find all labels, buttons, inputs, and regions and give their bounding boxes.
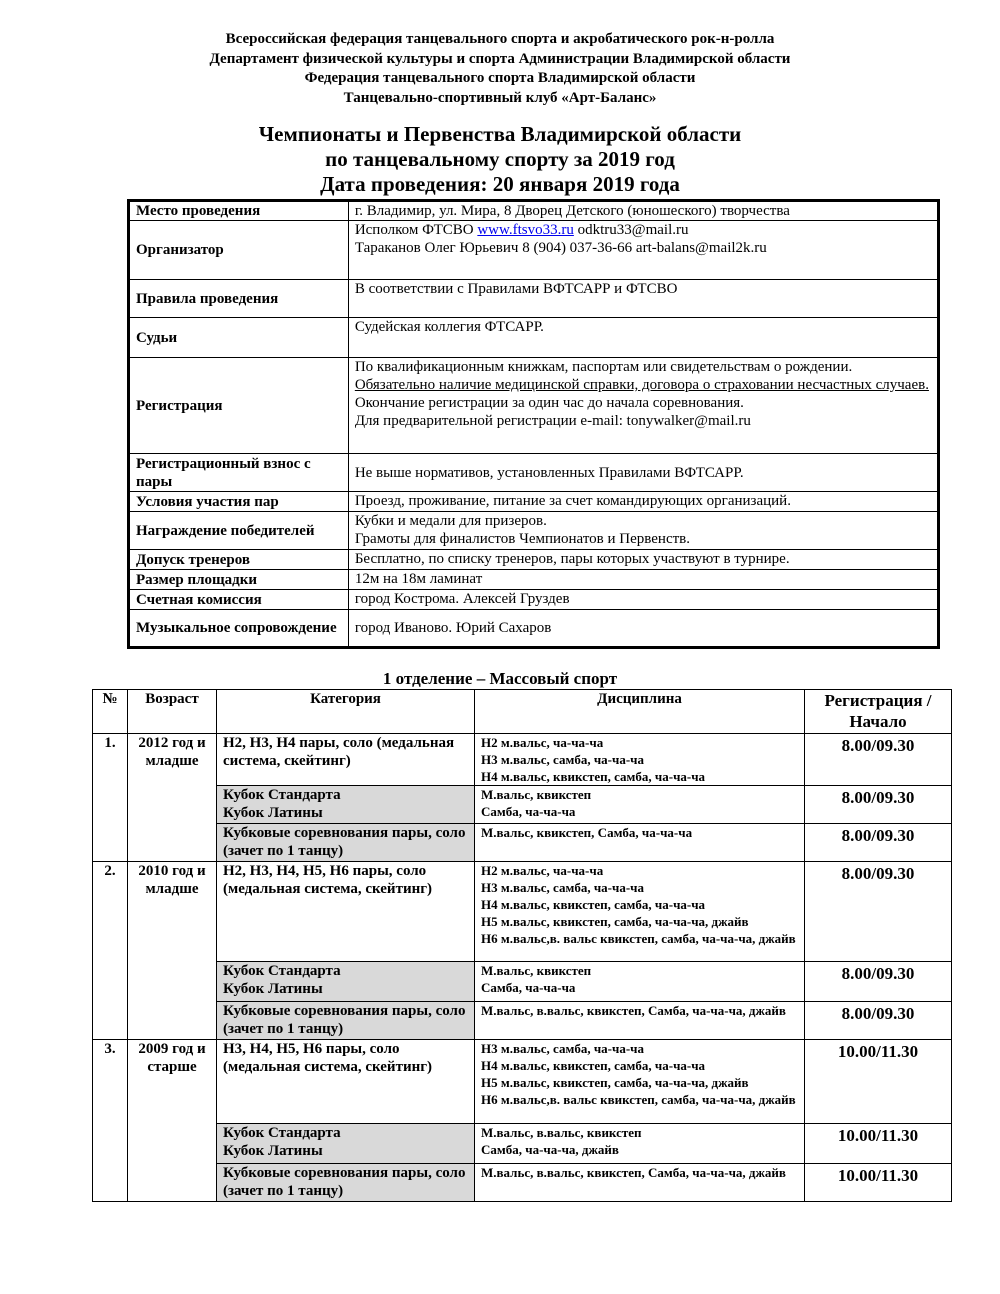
- info-label: Место проведения: [129, 201, 349, 221]
- discipline-line: Н3 м.вальс, самба, ча-ча-ча: [481, 752, 644, 767]
- category-cell: Кубковые соревнования пары, соло (зачет по 1 танцу): [217, 1002, 475, 1040]
- group-number: 2.: [93, 862, 128, 1040]
- table-row: [93, 734, 952, 786]
- registration-line: По квалификационным книжкам, паспортам или свидетельствам о рождении.: [354, 359, 853, 375]
- info-value: 12м на 18м ламинат: [348, 570, 938, 590]
- group-age: 2010 год и младше: [128, 862, 217, 1040]
- schedule-header-row: [93, 690, 952, 734]
- discipline-line: Н2 м.вальс, ча-ча-ча: [481, 863, 604, 878]
- info-row-coaches: [129, 550, 939, 570]
- discipline-cell: [475, 862, 805, 962]
- info-label: Счетная комиссия: [129, 590, 349, 610]
- group-number: 1.: [93, 734, 128, 862]
- info-row-fee: [129, 454, 939, 492]
- org-line-3: Федерация танцевального спорта Владимирской области: [304, 70, 696, 86]
- discipline-cell: [475, 1164, 805, 1202]
- header-age: Возраст: [128, 690, 217, 734]
- time-cell: 8.00/09.30: [805, 786, 952, 824]
- group-age: 2009 год и старше: [128, 1040, 217, 1202]
- info-label: Регистрация: [129, 358, 349, 454]
- group-age: 2012 год и младше: [128, 734, 217, 862]
- discipline-line: М.вальс, квикстеп, Самба, ча-ча-ча: [481, 825, 693, 840]
- info-label: Условия участия пар: [129, 492, 349, 512]
- category-cell: Кубковые соревнования пары, соло (зачет по 1 танцу): [217, 1164, 475, 1202]
- table-row: [93, 1002, 952, 1040]
- table-row: [93, 1040, 952, 1124]
- info-value: город Кострома. Алексей Груздев: [348, 590, 938, 610]
- info-label: Судьи: [129, 318, 349, 358]
- header-num: №: [93, 690, 128, 734]
- header-category: Категория: [217, 690, 475, 734]
- category-cell: Кубок Стандарта Кубок Латины: [217, 1124, 475, 1164]
- awards-line: Кубки и медали для призеров.: [354, 513, 547, 529]
- schedule-body: [93, 734, 952, 1202]
- registration-line-required: Обязательно наличие медицинской справки, договора о страховании несчастных случаев.: [354, 377, 929, 393]
- info-row-counting: [129, 590, 939, 610]
- info-label: Награждение победителей: [129, 512, 349, 550]
- info-value: Судейская коллегия ФТСАРР.: [348, 318, 938, 358]
- time-cell: 8.00/09.30: [805, 862, 952, 962]
- info-value: Бесплатно, по списку тренеров, пары которых участвуют в турнире.: [348, 550, 938, 570]
- discipline-line: Н6 м.вальс,в. вальс квикстеп, самба, ча-ча-ча, джайв: [481, 931, 796, 946]
- discipline-line: М.вальс, в.вальс, квикстеп, Самба, ча-ча-ча, джайв: [481, 1003, 786, 1018]
- awards-line: Грамоты для финалистов Чемпионатов и Первенств.: [354, 531, 690, 547]
- table-row: [93, 962, 952, 1002]
- header-registration: Регистрация / Начало: [805, 690, 952, 734]
- discipline-line: Н3 м.вальс, самба, ча-ча-ча: [481, 880, 644, 895]
- document-title: [0, 122, 1000, 197]
- title-line-2: по танцевальному спорту за 2019 год: [325, 147, 675, 171]
- discipline-line: Н4 м.вальс, квикстеп, самба, ча-ча-ча: [481, 1058, 706, 1073]
- discipline-line: Н4 м.вальс, квикстеп, самба, ча-ча-ча: [481, 769, 706, 784]
- organizer-email: odktru33@mail.ru: [573, 222, 689, 238]
- info-row-organizer: [129, 221, 939, 280]
- info-value: [348, 358, 938, 454]
- table-row: [93, 786, 952, 824]
- category-cell: Н2, Н3, Н4, Н5, Н6 пары, соло (медальная система, скейтинг): [217, 862, 475, 962]
- discipline-cell: [475, 824, 805, 862]
- discipline-line: М.вальс, в.вальс, квикстеп, Самба, ча-ча-ча, джайв: [481, 1165, 786, 1180]
- category-cell: Н2, Н3, Н4 пары, соло (медальная система, скейтинг): [217, 734, 475, 786]
- organizers-header: [0, 30, 1000, 108]
- discipline-line: Самба, ча-ча-ча, джайв: [481, 1142, 619, 1157]
- info-row-awards: [129, 512, 939, 550]
- table-row: [93, 862, 952, 962]
- header-discipline: Дисциплина: [475, 690, 805, 734]
- category-cell: Кубковые соревнования пары, соло (зачет по 1 танцу): [217, 824, 475, 862]
- discipline-cell: [475, 734, 805, 786]
- info-value: Проезд, проживание, питание за счет командирующих организаций.: [348, 492, 938, 512]
- info-value: Не выше нормативов, установленных Правилами ВФТСАРР.: [348, 454, 938, 492]
- discipline-cell: [475, 786, 805, 824]
- discipline-line: М.вальс, квикстеп: [481, 963, 592, 978]
- info-value: [348, 221, 938, 280]
- schedule-table: [92, 689, 952, 1202]
- table-row: [93, 1164, 952, 1202]
- discipline-line: Н5 м.вальс, квикстеп, самба, ча-ча-ча, джайв: [481, 914, 749, 929]
- info-row-judges: [129, 318, 939, 358]
- discipline-line: Н3 м.вальс, самба, ча-ча-ча: [481, 1041, 644, 1056]
- discipline-cell: [475, 1124, 805, 1164]
- title-line-1: Чемпионаты и Первенства Владимирской области: [258, 122, 742, 146]
- info-value: В соответствии с Правилами ВФТСАРР и ФТСВО: [348, 280, 938, 318]
- info-row-registration: [129, 358, 939, 454]
- title-line-3: Дата проведения: 20 января 2019 года: [320, 172, 680, 196]
- org-line-1: Всероссийская федерация танцевального спорта и акробатического рок-н-ролла: [225, 31, 775, 47]
- table-row: [93, 1124, 952, 1164]
- info-row-conditions: [129, 492, 939, 512]
- info-label: Музыкальное сопровождение: [129, 610, 349, 648]
- discipline-line: Н6 м.вальс,в. вальс квикстеп, самба, ча-ча-ча, джайв: [481, 1092, 796, 1107]
- info-label: Регистрационный взнос с пары: [129, 454, 349, 492]
- time-cell: 10.00/11.30: [805, 1040, 952, 1124]
- section-title: 1 отделение – Массовый спорт: [382, 669, 618, 688]
- org-line-4: Танцевально-спортивный клуб «Арт-Баланс»: [343, 89, 657, 106]
- info-value: город Иваново. Юрий Сахаров: [348, 610, 938, 648]
- info-row-floor: [129, 570, 939, 590]
- discipline-cell: [475, 962, 805, 1002]
- category-cell: Н3, Н4, Н5, Н6 пары, соло (медальная система, скейтинг): [217, 1040, 475, 1124]
- discipline-cell: [475, 1040, 805, 1124]
- discipline-line: М.вальс, квикстеп: [481, 787, 592, 802]
- time-cell: 10.00/11.30: [805, 1164, 952, 1202]
- table-row: [93, 824, 952, 862]
- info-row-music: [129, 610, 939, 648]
- discipline-line: Н4 м.вальс, квикстеп, самба, ча-ча-ча: [481, 897, 706, 912]
- info-row-venue: [129, 201, 939, 221]
- info-row-rules: [129, 280, 939, 318]
- time-cell: 8.00/09.30: [805, 824, 952, 862]
- registration-line: Для предварительной регистрации e-mail: tonywalker@mail.ru: [354, 413, 751, 429]
- ftsvo-website-link[interactable]: www.ftsvo33.ru: [477, 222, 574, 238]
- info-value: [348, 512, 938, 550]
- category-cell: Кубок Стандарта Кубок Латины: [217, 962, 475, 1002]
- discipline-line: Самба, ча-ча-ча: [481, 804, 576, 819]
- info-label: Допуск тренеров: [129, 550, 349, 570]
- organizer-contact: Тараканов Олег Юрьевич 8 (904) 037-36-66 art-balans@mail2k.ru: [354, 240, 767, 256]
- info-label: Правила проведения: [129, 280, 349, 318]
- time-cell: 10.00/11.30: [805, 1124, 952, 1164]
- event-info-table: [127, 199, 940, 649]
- discipline-line: Н5 м.вальс, квикстеп, самба, ча-ча-ча, джайв: [481, 1075, 749, 1090]
- registration-line: Окончание регистрации за один час до начала соревнования.: [354, 395, 744, 411]
- category-cell: Кубок Стандарта Кубок Латины: [217, 786, 475, 824]
- info-value: г. Владимир, ул. Мира, 8 Дворец Детского (юношеского) творчества: [348, 201, 938, 221]
- group-number: 3.: [93, 1040, 128, 1202]
- org-line-2: Департамент физической культуры и спорта Администрации Владимирской области: [209, 50, 791, 67]
- info-label: Размер площадки: [129, 570, 349, 590]
- organizer-prefix: Исполком ФТСВО: [354, 222, 478, 238]
- time-cell: 8.00/09.30: [805, 962, 952, 1002]
- discipline-line: Н2 м.вальс, ча-ча-ча: [481, 735, 604, 750]
- info-label: Организатор: [129, 221, 349, 280]
- discipline-line: М.вальс, в.вальс, квикстеп: [481, 1125, 642, 1140]
- discipline-line: Самба, ча-ча-ча: [481, 980, 576, 995]
- time-cell: 8.00/09.30: [805, 1002, 952, 1040]
- time-cell: 8.00/09.30: [805, 734, 952, 786]
- discipline-cell: [475, 1002, 805, 1040]
